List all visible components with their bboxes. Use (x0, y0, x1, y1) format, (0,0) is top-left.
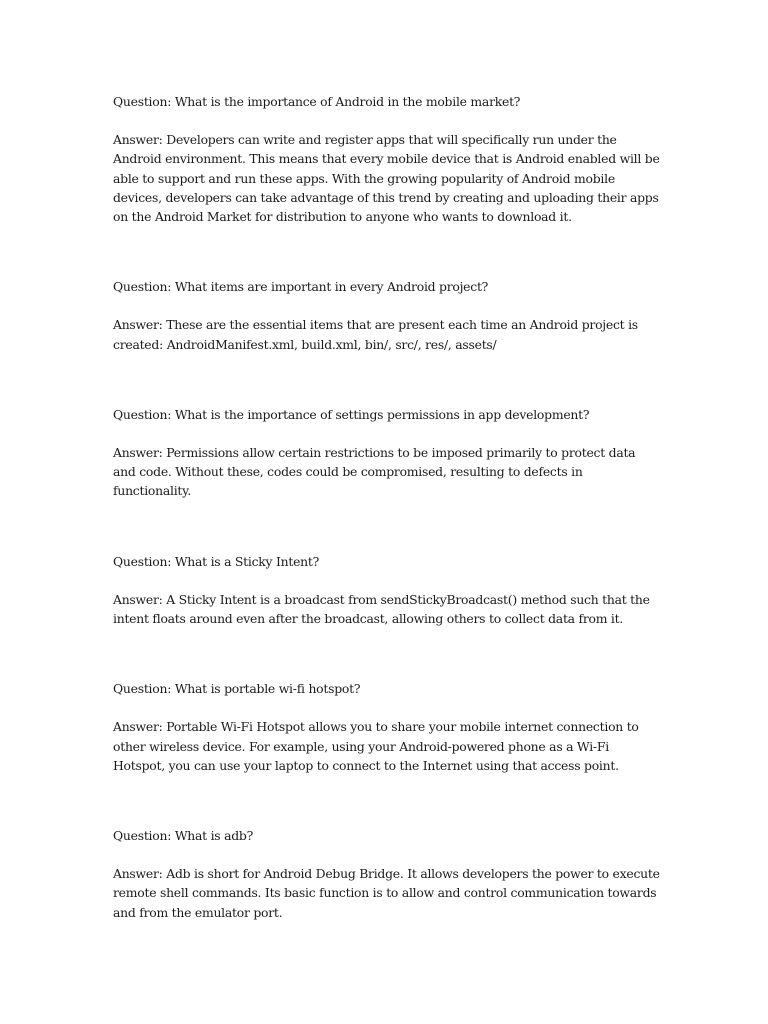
qa-block-wifi-hotspot (113, 679, 661, 775)
qa-block-permissions (113, 405, 661, 501)
qa-block-sticky-intent (113, 552, 661, 629)
question-text: Question: What is the importance of Android in the mobile market? (113, 94, 521, 109)
qa-block-adb (113, 826, 661, 922)
question-text: Question: What is the importance of settings permissions in app development? (113, 406, 590, 422)
qa-block-android-importance (113, 92, 661, 226)
question-text: Question: What is a Sticky Intent? (113, 553, 320, 569)
question-text: Question: What is portable wi-fi hotspot? (113, 681, 361, 697)
question-text: Question: What items are important in every Android project? (113, 279, 489, 295)
answer-text: Answer: Developers can write and register apps that will specifically run under the Android environment. This means that every mobile device that is Android enabled will be able to support and run these apps. With the growing popularity of Android mobile devices, developers can take advantage of this trend by creating and uploading their apps on the Android Market for distribution to anyone who wants to download it. (113, 132, 660, 225)
answer-text: Answer: A Sticky Intent is a broadcast from sendStickyBroadcast() method such that the intent floats around even after the broadcast, allowing others to collect data from it. (113, 591, 650, 627)
answer-text: Answer: Adb is short for Android Debug Bridge. It allows developers the power to execute remote shell commands. Its basic function is to allow and control communication towards and from the emulator port. (113, 866, 660, 920)
answer-text: Answer: Permissions allow certain restrictions to be imposed primarily to protect data and code. Without these, codes could be compromised, resulting to defects in functionality. (113, 445, 636, 499)
document-page (113, 92, 661, 922)
answer-text: Answer: These are the essential items that are present each time an Android project is created: AndroidManifest.xml, build.xml, bin/, src/, res/, assets/ (113, 317, 638, 352)
question-text: Question: What is adb? (113, 828, 253, 844)
qa-block-android-project-items (113, 277, 661, 354)
answer-text: Answer: Portable Wi-Fi Hotspot allows you to share your mobile internet connection to other wireless device. For example, using your Android-powered phone as a Wi-Fi Hotspot, you can use your laptop to connect to the Internet using that access point. (113, 719, 639, 773)
